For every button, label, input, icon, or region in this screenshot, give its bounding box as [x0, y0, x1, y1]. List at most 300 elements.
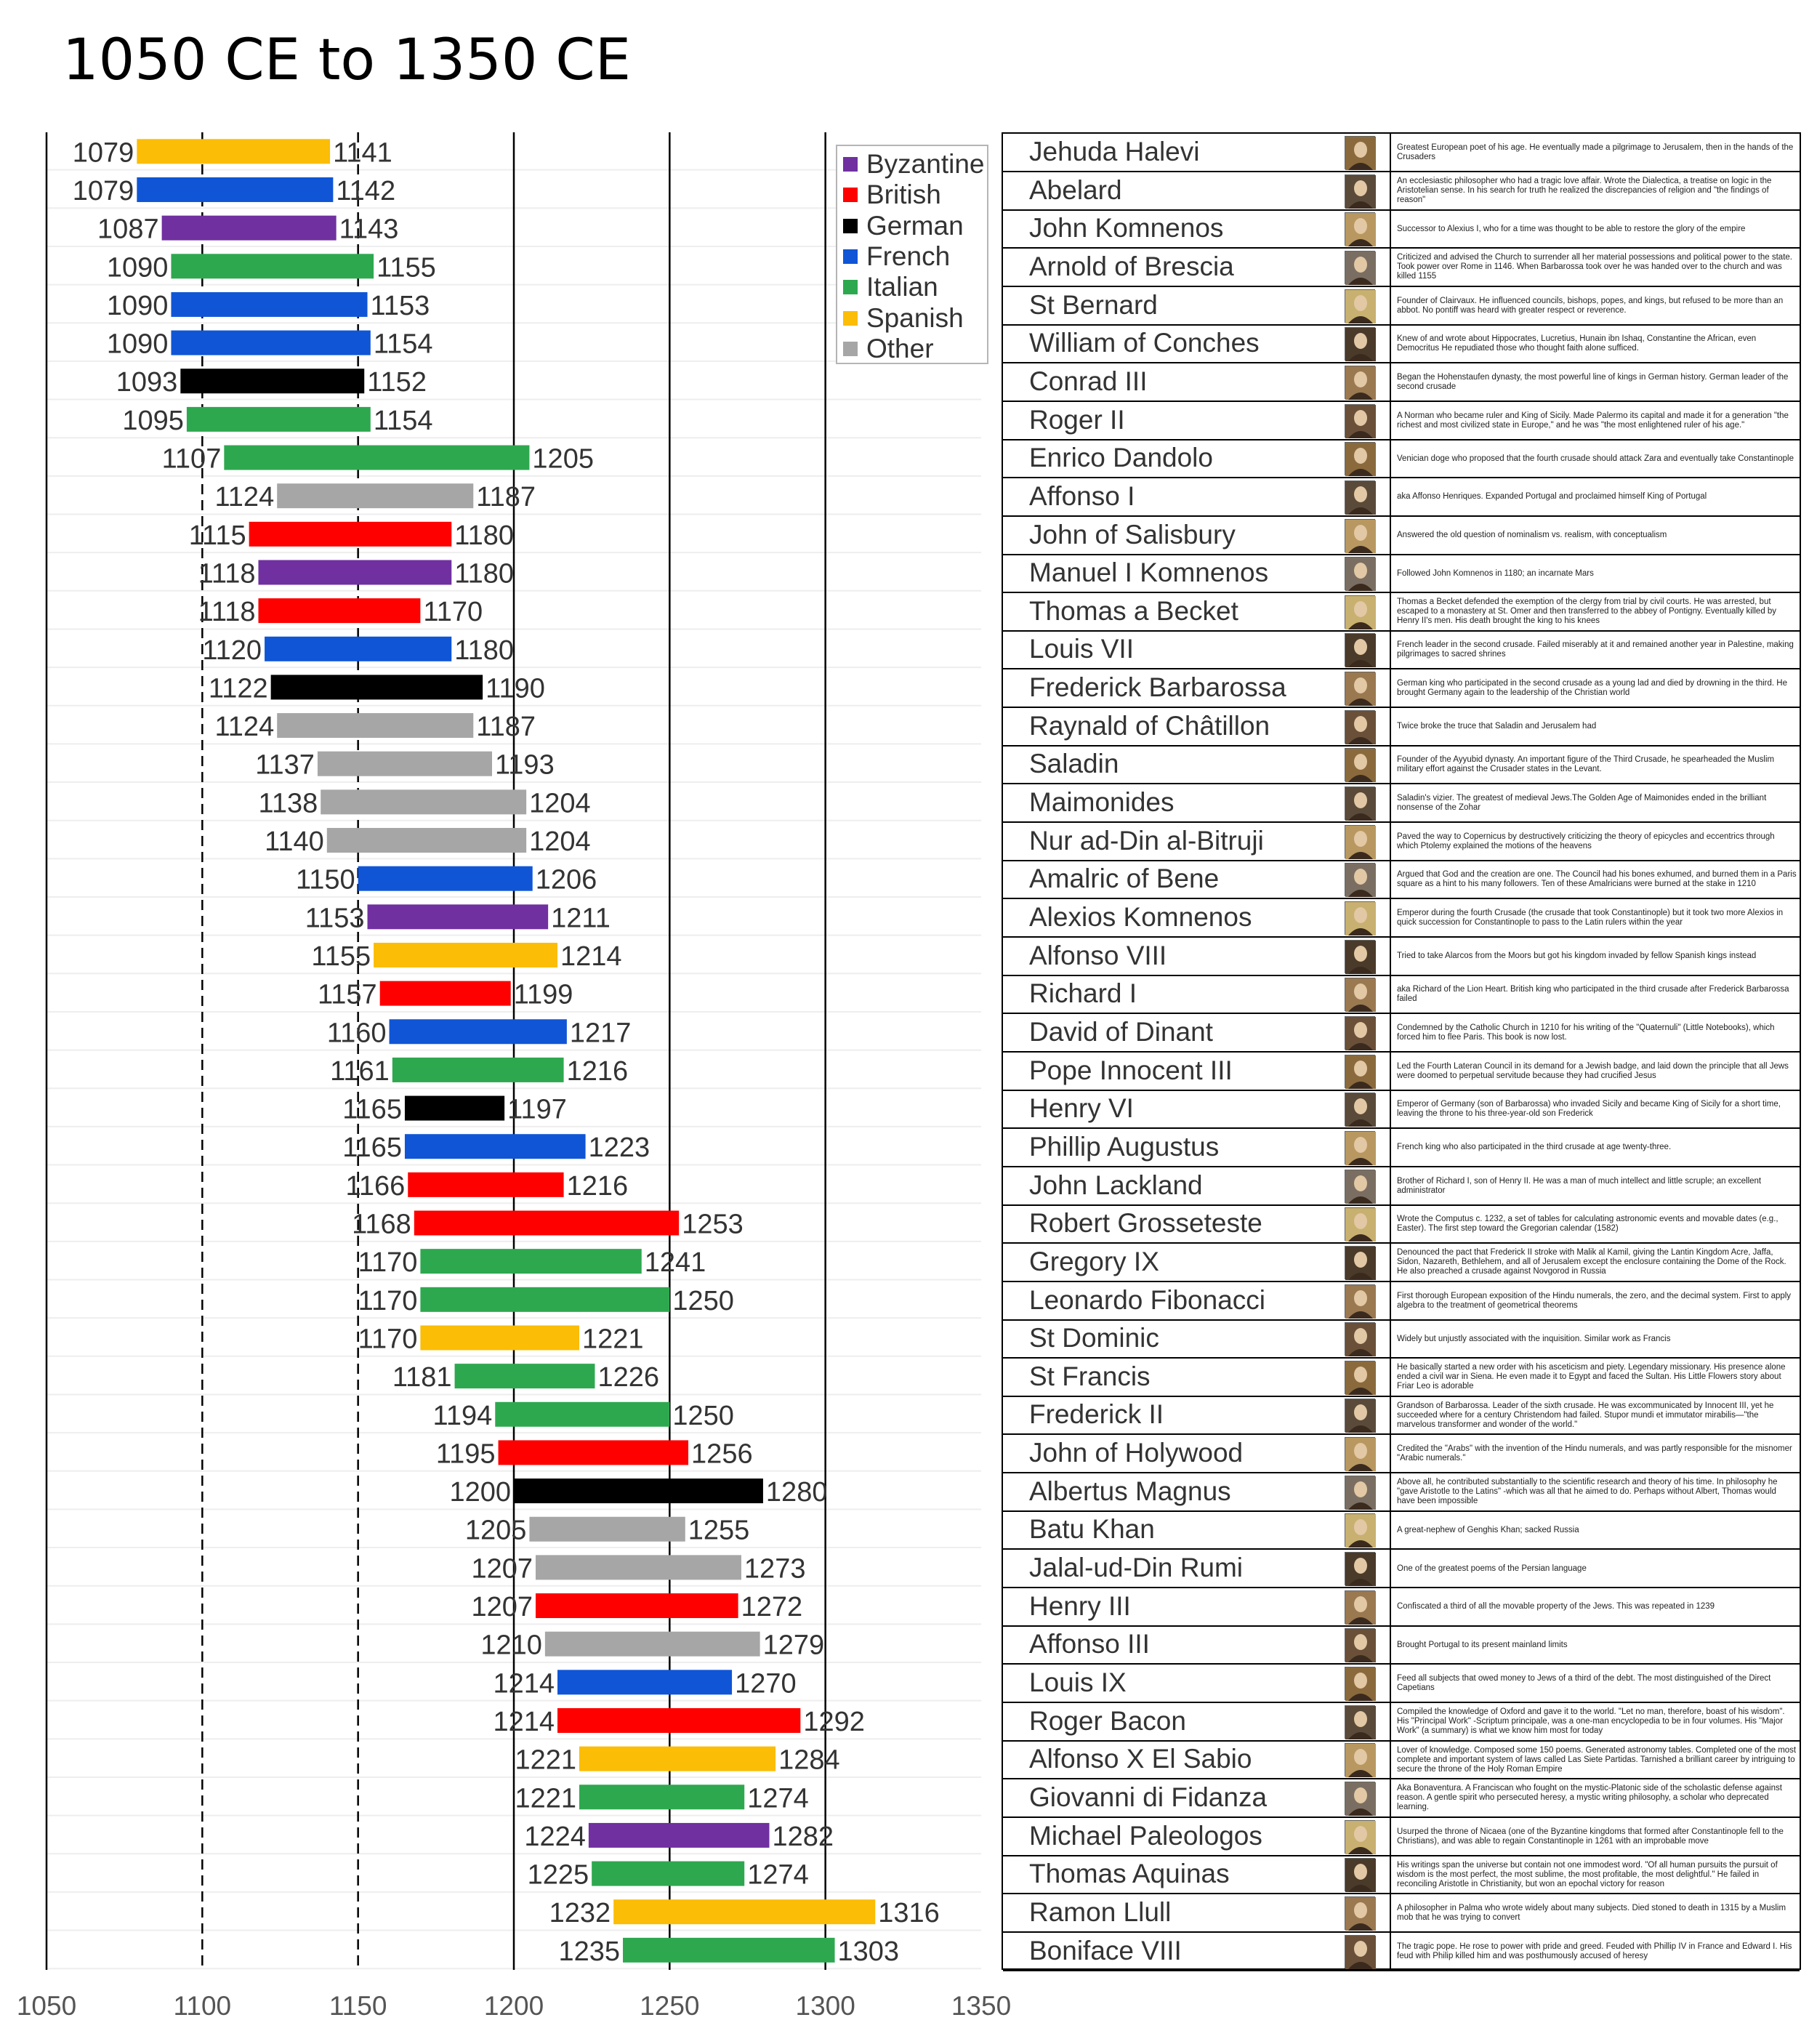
portrait-image	[1345, 863, 1375, 896]
description-text: An ecclesiastic philosopher who had a tragic love affair. Wrote the Dialectica, a treatise on logic in the Aristotelian sense. In his search for truth he realized the discrepancies of religion and "the findings of reason"	[1397, 177, 1772, 205]
legend-label: Byzantine	[866, 149, 985, 179]
bar-start-label: 1221	[515, 1745, 577, 1776]
portrait-image	[1345, 901, 1375, 935]
portrait-image	[1345, 1284, 1375, 1318]
bar-start-label: 1165	[342, 1094, 402, 1125]
bar-end-label: 1141	[333, 137, 392, 169]
person-name: Leonardo Fibonacci	[1029, 1284, 1265, 1315]
bar-start-label: 1090	[106, 252, 169, 283]
column-divider	[1390, 1856, 1391, 1894]
person-name: John Lackland	[1029, 1170, 1203, 1200]
portrait-image	[1345, 672, 1375, 705]
person-description	[1397, 136, 1797, 169]
bar	[224, 446, 529, 470]
bar-start-label: 1205	[464, 1515, 527, 1546]
person-description	[1397, 825, 1797, 858]
description-text: The tragic pope. He rose to power with pride and greed. Feuded with Phillip IV in France and Edward I. His feud with Philip killed him and was posthumously accused of heresy	[1397, 1942, 1792, 1960]
description-text: Founder of the Ayyubid dynasty. An important figure of the Third Crusade, he spearheaded the Muslim military effort against the Crusader states in the Levant.	[1397, 755, 1775, 774]
bar-start-label: 1200	[449, 1477, 511, 1508]
portrait-image	[1345, 1782, 1375, 1815]
bar-start-label: 1122	[208, 673, 268, 704]
bar-end-label: 1199	[513, 979, 573, 1010]
person-name: William of Conches	[1029, 328, 1260, 358]
bar	[592, 1862, 744, 1886]
bar-start-label: 1160	[326, 1018, 387, 1049]
bar-end-label: 1155	[376, 252, 436, 283]
column-divider	[1390, 975, 1391, 1013]
legend-swatch	[843, 188, 858, 202]
bar	[171, 331, 370, 355]
description-text: Feed all subjects that owed money to Jews of a third of the debt. The most distinguished of the Direct Capetians	[1397, 1674, 1771, 1692]
table-row	[1003, 1779, 1800, 1818]
column-divider	[1390, 1818, 1391, 1856]
person-name: Roger Bacon	[1029, 1705, 1186, 1736]
table-row	[1003, 823, 1800, 861]
x-tick-label: 1250	[640, 1991, 700, 2021]
column-divider	[1390, 938, 1391, 975]
bar-end-label: 1170	[423, 597, 483, 628]
column-divider	[1390, 708, 1391, 746]
bar-end-label: 1270	[735, 1668, 797, 1699]
table-row	[1003, 1933, 1800, 1971]
person-description	[1397, 1743, 1797, 1777]
bar	[368, 904, 549, 929]
bar-end-label: 1282	[772, 1821, 834, 1852]
person-name: Henry III	[1029, 1590, 1131, 1621]
person-description	[1397, 786, 1797, 820]
column-divider	[1390, 631, 1391, 669]
bar-start-label: 1214	[493, 1668, 555, 1699]
bar-end-label: 1250	[672, 1400, 734, 1431]
column-divider	[1390, 249, 1391, 286]
person-description	[1397, 595, 1797, 629]
person-name: Louis IX	[1029, 1667, 1127, 1697]
description-text: Thomas a Becket defended the exemption of the clergy from trial by civil courts. He was arrested, but escaped to a monastery at St. Omer and then transferred to the abbey of Pontigny. Eventually killed by Henry II's men. His death brought the king to his knees	[1397, 597, 1777, 626]
table-row	[1003, 517, 1800, 555]
bar	[137, 177, 333, 202]
table-row	[1003, 1473, 1800, 1512]
column-divider	[1390, 1779, 1391, 1817]
table-row	[1003, 1244, 1800, 1282]
description-text: Compiled the knowledge of Oxford and gave it to the world. "Let no man, therefore, boast of his wisdom". His "Principal Work" -Scriptum principale, was a one-man encyclopedia to be in four volumes. His "Major Work" (a summary) is what we know him most for today	[1397, 1707, 1785, 1736]
legend-item	[843, 180, 941, 210]
person-name: Amalric of Bene	[1029, 864, 1220, 894]
table-row	[1003, 1588, 1800, 1627]
description-text: His writings span the universe but contain not one immodest word. "Of all human pursuits the pursuit of wisdom is the most perfect, the most sublime, the most profitable, the most delightful." He failed in reconciling Aristotle in Christianity, but won an epochal victory for reason	[1397, 1860, 1778, 1888]
person-description	[1397, 1284, 1797, 1318]
person-description	[1397, 1170, 1797, 1203]
portrait-image	[1345, 1093, 1375, 1126]
person-name: John of Holywood	[1029, 1438, 1244, 1468]
legend-label: French	[866, 241, 951, 271]
bar-start-label: 1221	[515, 1783, 577, 1814]
person-description	[1397, 1513, 1797, 1547]
description-text: A philosopher in Palma who wrote widely about many subjects. Died stoned to death in 1315 by a Muslim mob that he was trying to convert	[1397, 1903, 1786, 1922]
bar-start-label: 1168	[352, 1209, 411, 1240]
table-row	[1003, 1167, 1800, 1206]
person-name: St Bernard	[1029, 289, 1158, 320]
column-divider	[1390, 1933, 1391, 1971]
bar	[613, 1899, 875, 1924]
chart-title: 1050 CE to 1350 CE	[63, 28, 631, 93]
column-divider	[1390, 287, 1391, 325]
portrait-image	[1345, 136, 1375, 169]
legend-swatch	[843, 219, 858, 233]
bar-end-label: 1221	[582, 1324, 644, 1355]
column-divider	[1390, 1282, 1391, 1320]
bar	[589, 1823, 770, 1848]
description-text: Grandson of Barbarossa. Leader of the sixth crusade. He was excommunicated by Innocent III, yet he succeeded where for a century Christendom had failed. Stupor mundi et immutator mirabilis—"the marvelous transformer and wonder of the world."	[1397, 1401, 1774, 1429]
bar	[455, 1364, 595, 1388]
column-divider	[1390, 784, 1391, 822]
bar-start-label: 1095	[122, 405, 184, 436]
description-text: Credited the "Arabs" with the invention of the Hindu numerals, and was partly responsible for the misnomer "Arabic numerals."	[1397, 1444, 1792, 1463]
bar-end-label: 1143	[339, 214, 399, 245]
portrait-image	[1345, 480, 1375, 514]
bar-start-label: 1207	[471, 1553, 533, 1585]
bar	[265, 637, 451, 661]
bar-end-label: 1180	[454, 520, 514, 551]
legend-label: Spanish	[866, 302, 964, 333]
bar	[321, 789, 526, 814]
person-name: St Dominic	[1029, 1323, 1159, 1353]
bar-start-label: 1170	[358, 1324, 418, 1355]
description-text: French king who also participated in the third crusade at age twenty-three.	[1397, 1143, 1672, 1152]
bar	[374, 943, 557, 967]
biography-table	[1002, 132, 1801, 1970]
portrait-image	[1345, 1131, 1375, 1164]
description-text: A great-nephew of Genghis Khan; sacked Russia	[1397, 1525, 1579, 1534]
person-name: John of Salisbury	[1029, 519, 1236, 550]
bar-end-label: 1180	[454, 635, 514, 666]
person-name: Giovanni di Fidanza	[1029, 1782, 1268, 1812]
bar	[327, 828, 526, 853]
bar-start-label: 1155	[311, 941, 371, 972]
bar-start-label: 1210	[480, 1630, 542, 1661]
description-text: Began the Hohenstaufen dynasty, the most powerful line of kings in German history. German leader of the second crusade	[1397, 372, 1789, 391]
person-name: Affonso III	[1029, 1629, 1150, 1659]
x-tick-label: 1100	[173, 1991, 232, 2021]
person-description	[1397, 748, 1797, 781]
person-name: Gregory IX	[1029, 1246, 1159, 1276]
x-tick-label: 1350	[951, 1991, 1012, 2021]
legend-item	[843, 272, 938, 302]
bar-end-label: 1211	[551, 903, 611, 934]
description-text: Emperor during the fourth Crusade (the crusade that took Constantinople) but it took two more Alexios in quick succession for Constantinople to pass to the Latin rulers within the year	[1397, 909, 1784, 927]
person-description	[1397, 1820, 1797, 1854]
bar	[277, 713, 473, 738]
portrait-image	[1345, 212, 1375, 246]
person-name: Arnold of Brescia	[1029, 251, 1234, 281]
column-divider	[1390, 593, 1391, 631]
person-description	[1397, 1476, 1797, 1509]
portrait-image	[1345, 1858, 1375, 1891]
person-name: Louis VII	[1029, 634, 1134, 664]
description-text: Knew of and wrote about Hippocrates, Lucretius, Hunain ibn Ishaq, Constantine the African, even Democritus He repudiated those who thought faith alone sufficed.	[1397, 334, 1757, 353]
bar-start-label: 1166	[345, 1170, 406, 1202]
bar-end-label: 1154	[373, 405, 433, 436]
table-row	[1003, 708, 1800, 747]
column-divider	[1390, 1894, 1391, 1932]
person-description	[1397, 1361, 1797, 1394]
legend-swatch	[843, 157, 858, 172]
description-text: French leader in the second crusade. Failed miserably at it and remained another year in Palestine, making pilgrimages to sacred shrines	[1397, 640, 1794, 659]
bar	[162, 216, 337, 241]
table-row	[1003, 593, 1800, 632]
legend-item	[843, 211, 964, 241]
portrait-image	[1345, 1170, 1375, 1203]
bar-end-label: 1284	[778, 1745, 840, 1776]
portrait-image	[1345, 1399, 1375, 1432]
bar-start-label: 1224	[524, 1821, 586, 1852]
bar-end-label: 1292	[803, 1706, 865, 1737]
legend	[836, 145, 988, 364]
table-row	[1003, 402, 1800, 440]
column-divider	[1390, 899, 1391, 937]
legend-swatch	[843, 280, 858, 294]
bar	[536, 1555, 741, 1580]
column-divider	[1390, 325, 1391, 363]
person-description	[1397, 1131, 1797, 1164]
bar-end-label: 1279	[762, 1630, 825, 1661]
person-description	[1397, 366, 1797, 399]
portrait-image	[1345, 1361, 1375, 1394]
bar-start-label: 1124	[214, 482, 275, 513]
column-divider	[1390, 1014, 1391, 1052]
column-divider	[1390, 1396, 1391, 1434]
person-description	[1397, 1399, 1797, 1432]
bar	[405, 1096, 504, 1121]
description-text: Criticized and advised the Church to surrender all her material possessions and political power to the state. Took power over Rome in 1146. When Barbarossa took over he was handed over to the church and was killed 1155	[1397, 253, 1792, 281]
person-name: Raynald of Châtillon	[1029, 710, 1270, 741]
person-name: Alfonso X El Sabio	[1029, 1744, 1252, 1774]
description-text: Saladin's vizier. The greatest of medieval Jews.The Golden Age of Maimonides ended in the brilliant nonsense of the Zohar	[1397, 794, 1767, 813]
description-text: Confiscated a third of all the movable property of the Jews. This was repeated in 1239	[1397, 1602, 1715, 1612]
description-text: Wrote the Computus c. 1232, a set of tables for calculating astronomic events and movable dates (e.g., Easter). The first step toward the Gregorian calendar (1582)	[1397, 1215, 1778, 1234]
person-name: Richard I	[1029, 978, 1137, 1009]
portrait-image	[1345, 442, 1375, 475]
person-name: John Komnenos	[1029, 213, 1224, 244]
table-row	[1003, 1626, 1800, 1665]
person-name: Alfonso VIII	[1029, 940, 1167, 970]
table-row	[1003, 975, 1800, 1014]
portrait-image	[1345, 748, 1375, 781]
table-row	[1003, 363, 1800, 402]
bar-start-label: 1235	[558, 1936, 621, 1967]
column-divider	[1390, 1167, 1391, 1205]
table-row	[1003, 325, 1800, 363]
table-row	[1003, 861, 1800, 899]
table-row	[1003, 1511, 1800, 1550]
bar-start-label: 1124	[214, 712, 275, 743]
person-name: St Francis	[1029, 1361, 1151, 1391]
x-tick-label: 1150	[329, 1991, 387, 2021]
description-text: Denounced the pact that Frederick II stroke with Malik al Kamil, giving the Lantin Kingdom Acre, Jaffa, Sidon, Nazareth, Bethlehem, and all of Jerusalem except the enclosure containing the Dome of the Rock. He also preached a crusade against Novgorod in Russia	[1397, 1248, 1786, 1276]
column-divider	[1390, 210, 1391, 248]
person-description	[1397, 1782, 1797, 1815]
table-row	[1003, 746, 1800, 784]
person-name: Boniface VIII	[1029, 1935, 1182, 1965]
bar-start-label: 1137	[255, 749, 315, 781]
table-row	[1003, 1205, 1800, 1244]
table-row	[1003, 555, 1800, 593]
column-divider	[1390, 1320, 1391, 1358]
person-name: Frederick II	[1029, 1399, 1164, 1430]
x-tick-label: 1050	[16, 1991, 77, 2021]
bar	[529, 1517, 685, 1542]
bar-end-label: 1253	[682, 1209, 744, 1240]
legend-item	[843, 149, 985, 180]
bar	[180, 369, 364, 393]
column-divider	[1390, 555, 1391, 592]
bar-end-label: 1154	[373, 329, 433, 360]
bar-start-label: 1161	[330, 1055, 390, 1087]
portrait-image	[1345, 940, 1375, 973]
description-text: aka Affonso Henriques. Expanded Portugal and proclaimed himself King of Portugal	[1397, 492, 1707, 502]
bar-start-label: 1157	[317, 979, 377, 1010]
bar	[623, 1938, 834, 1963]
legend-label: German	[866, 210, 964, 241]
person-name: Pope Innocent III	[1029, 1055, 1233, 1085]
description-text: German king who participated in the second crusade as a young lad and died by drowning in the third. He brought Germany again to the leadership of the Christian world	[1397, 679, 1787, 698]
description-text: Followed John Komnenos in 1180; an incarnate Mars	[1397, 568, 1594, 578]
person-description	[1397, 710, 1797, 744]
legend-label: British	[866, 180, 941, 210]
bar-start-label: 1107	[161, 443, 222, 475]
description-text: Brought Portugal to its present mainland limits	[1397, 1640, 1568, 1649]
legend-swatch	[843, 342, 858, 356]
person-name: Manuel I Komnenos	[1029, 558, 1269, 588]
column-divider	[1390, 517, 1391, 555]
portrait-image	[1345, 710, 1375, 744]
person-description	[1397, 1705, 1797, 1739]
table-row	[1003, 669, 1800, 708]
person-name: Michael Paleologos	[1029, 1820, 1262, 1851]
description-text: Answered the old question of nominalism vs. realism, with conceptualism	[1397, 531, 1667, 539]
table-row	[1003, 1703, 1800, 1742]
column-divider	[1390, 440, 1391, 478]
bar	[249, 522, 452, 547]
person-name: Thomas Aquinas	[1029, 1859, 1230, 1889]
person-name: Maimonides	[1029, 787, 1175, 818]
portrait-image	[1345, 1896, 1375, 1930]
column-divider	[1390, 669, 1391, 707]
bar	[420, 1249, 641, 1274]
table-row	[1003, 1014, 1800, 1053]
table-row	[1003, 1396, 1800, 1435]
portrait-image	[1345, 595, 1375, 629]
table-row	[1003, 440, 1800, 478]
bar-start-label: 1087	[97, 214, 159, 245]
column-divider	[1390, 1359, 1391, 1396]
bar	[414, 1211, 679, 1236]
bar-start-label: 1079	[72, 137, 134, 169]
bar-start-label: 1118	[198, 558, 256, 590]
bar	[358, 866, 533, 891]
portrait-image	[1345, 1628, 1375, 1662]
description-text: Greatest European poet of his age. He eventually made a pilgrimage to Jerusalem, then in the hands of the Crusaders	[1397, 143, 1794, 161]
bar-start-label: 1195	[435, 1439, 496, 1470]
column-divider	[1390, 172, 1391, 210]
bar	[392, 1058, 564, 1082]
table-row	[1003, 1359, 1800, 1397]
column-divider	[1390, 478, 1391, 516]
person-description	[1397, 1896, 1797, 1930]
person-name: Enrico Dandolo	[1029, 443, 1213, 473]
portrait-image	[1345, 825, 1375, 858]
description-text: Brother of Richard I, son of Henry II. He was a man of much intellect and little scruple; an excellent administrator	[1397, 1176, 1762, 1195]
description-text: Aka Bonaventura. A Franciscan who fought on the mystic-Platonic side of the scholastic defense against reason. A gentle spirit who persecuted heresy, a mystic writing philosophy, a scholar who deprecated learning.	[1397, 1784, 1782, 1812]
bar	[277, 483, 473, 508]
description-text: Lover of knowledge. Composed some 150 poems. Generated astronomy tables. Completed one of the most complete and important system of laws called Las Siete Partidas. Tarnished a brilliant career by intriguing to secure the throne of the Holy Roman Empire	[1397, 1745, 1797, 1774]
table-row	[1003, 210, 1800, 249]
person-description	[1397, 1322, 1797, 1356]
table-row	[1003, 1741, 1800, 1779]
portrait-image	[1345, 1667, 1375, 1700]
person-name: Albertus Magnus	[1029, 1476, 1231, 1506]
portrait-image	[1345, 1016, 1375, 1050]
person-description	[1397, 1055, 1797, 1088]
bar-end-label: 1187	[476, 482, 536, 513]
bar-start-label: 1140	[265, 826, 324, 858]
person-name: Jalal-ud-Din Rumi	[1029, 1553, 1244, 1583]
person-description	[1397, 1858, 1797, 1891]
column-divider	[1390, 1090, 1391, 1128]
person-description	[1397, 978, 1797, 1011]
portrait-image	[1345, 1207, 1375, 1241]
table-row	[1003, 1856, 1800, 1894]
person-description	[1397, 519, 1797, 552]
x-tick-label: 1200	[483, 1991, 544, 2021]
legend-label: Italian	[866, 272, 938, 302]
person-name: Frederick Barbarossa	[1029, 672, 1286, 703]
bar-end-label: 1250	[672, 1285, 734, 1316]
portrait-image	[1345, 1552, 1375, 1585]
bar-end-label: 1142	[336, 175, 396, 206]
person-description	[1397, 174, 1797, 208]
bar-end-label: 1193	[494, 749, 555, 781]
bar-end-label: 1316	[878, 1898, 940, 1929]
bar-end-label: 1223	[588, 1132, 650, 1164]
person-description	[1397, 940, 1797, 973]
person-description	[1397, 863, 1797, 896]
bar	[390, 1019, 567, 1044]
person-description	[1397, 901, 1797, 935]
table-row	[1003, 478, 1800, 517]
column-divider	[1390, 1550, 1391, 1588]
column-divider	[1390, 1741, 1391, 1779]
description-text: A Norman who became ruler and King of Sicily. Made Palermo its capital and made it for a generation "the richest and most civilized state in Europe," and he was "the most enlightened ruler of his age."	[1397, 411, 1789, 430]
column-divider	[1390, 1588, 1391, 1626]
column-divider	[1390, 1665, 1391, 1702]
bar-start-label: 1170	[358, 1247, 418, 1279]
person-description	[1397, 557, 1797, 590]
portrait-image	[1345, 1476, 1375, 1509]
portrait-image	[1345, 1590, 1375, 1624]
table-row	[1003, 1129, 1800, 1167]
bar-end-label: 1197	[507, 1094, 567, 1125]
bar	[557, 1670, 732, 1694]
bar-end-label: 1153	[370, 290, 430, 321]
portrait-image	[1345, 978, 1375, 1011]
bar-end-label: 1217	[569, 1018, 632, 1049]
person-description	[1397, 1016, 1797, 1050]
bar-start-label: 1093	[116, 367, 178, 398]
person-description	[1397, 1628, 1797, 1662]
person-name: Saladin	[1029, 749, 1119, 779]
column-divider	[1390, 1703, 1391, 1741]
bar	[579, 1747, 775, 1771]
